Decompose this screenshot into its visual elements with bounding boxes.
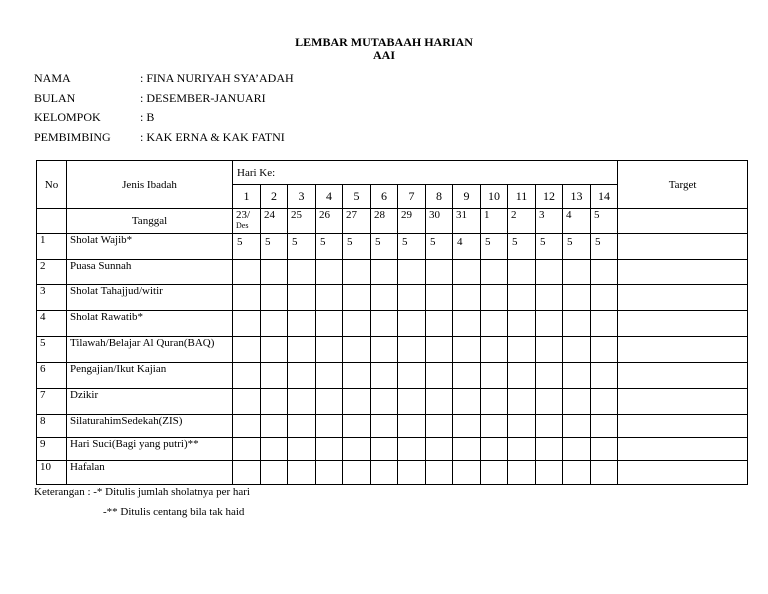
value-cell[interactable] — [343, 415, 371, 438]
date-cell: 5 — [591, 209, 618, 234]
value-cell[interactable] — [261, 337, 288, 363]
value-cell[interactable] — [316, 363, 343, 389]
value-cell[interactable] — [591, 461, 618, 485]
day-number: 10 — [481, 185, 508, 209]
day-number: 5 — [343, 185, 371, 209]
value-cell[interactable] — [453, 311, 481, 337]
value-cell[interactable] — [371, 285, 398, 311]
value-cell[interactable] — [426, 311, 453, 337]
value-cell[interactable] — [563, 337, 591, 363]
value-cell[interactable] — [563, 363, 591, 389]
value-cell[interactable] — [426, 337, 453, 363]
value-cell[interactable] — [536, 461, 563, 485]
value-cell[interactable] — [398, 311, 426, 337]
value-cell[interactable] — [398, 363, 426, 389]
value-cell[interactable] — [233, 337, 261, 363]
document-title: LEMBAR MUTABAAH HARIAN — [295, 35, 473, 49]
value-cell[interactable] — [261, 461, 288, 485]
value-cell[interactable] — [398, 285, 426, 311]
value-cell[interactable] — [508, 461, 536, 485]
value-cell[interactable] — [508, 285, 536, 311]
value-cell[interactable]: 5 — [563, 234, 591, 260]
value-cell[interactable] — [316, 337, 343, 363]
row-number: 5 — [37, 337, 67, 363]
info-label-pembimbing: PEMBIMBING — [34, 130, 111, 144]
row-number: 4 — [37, 311, 67, 337]
value-cell[interactable] — [261, 311, 288, 337]
value-cell[interactable]: 5 — [288, 234, 316, 260]
date-cell: 26 — [316, 209, 343, 234]
activity-name: Sholat Tahajjud/witir — [67, 285, 233, 311]
day-number: 8 — [426, 185, 453, 209]
target-cell[interactable] — [618, 234, 748, 260]
value-cell[interactable] — [398, 389, 426, 415]
value-cell[interactable] — [536, 438, 563, 461]
value-cell[interactable] — [426, 389, 453, 415]
value-cell[interactable] — [591, 363, 618, 389]
value-cell[interactable] — [261, 389, 288, 415]
date-cell: 29 — [398, 209, 426, 234]
value-cell[interactable] — [316, 260, 343, 285]
value-cell[interactable] — [426, 461, 453, 485]
value-cell[interactable] — [343, 337, 371, 363]
row-number: 7 — [37, 389, 67, 415]
date-cell-first — [233, 209, 261, 234]
value-cell[interactable] — [591, 311, 618, 337]
value-cell[interactable] — [261, 285, 288, 311]
value-cell[interactable] — [398, 260, 426, 285]
value-cell[interactable] — [233, 415, 261, 438]
value-cell[interactable]: 5 — [371, 234, 398, 260]
value-cell[interactable] — [453, 461, 481, 485]
row-number: 6 — [37, 363, 67, 389]
value-cell[interactable] — [453, 260, 481, 285]
value-cell[interactable]: 5 — [233, 234, 261, 260]
value-cell[interactable] — [591, 415, 618, 438]
value-cell[interactable] — [481, 415, 508, 438]
target-cell[interactable] — [618, 285, 748, 311]
value-cell[interactable] — [316, 389, 343, 415]
row-number: 10 — [37, 461, 67, 485]
value-cell[interactable] — [508, 415, 536, 438]
value-cell[interactable] — [288, 337, 316, 363]
value-cell[interactable] — [563, 311, 591, 337]
value-cell[interactable] — [371, 461, 398, 485]
day-number: 6 — [371, 185, 398, 209]
header-hari-ke: Hari Ke: — [233, 161, 618, 185]
value-cell[interactable] — [343, 311, 371, 337]
table-row — [37, 234, 748, 260]
info-label-bulan: BULAN — [34, 91, 76, 105]
value-cell[interactable] — [426, 415, 453, 438]
note-line-1: Keterangan : -* Ditulis jumlah sholatnya per hari — [34, 486, 250, 498]
day-number: 2 — [261, 185, 288, 209]
value-cell[interactable] — [371, 260, 398, 285]
date-cell: 24 — [261, 209, 288, 234]
value-cell[interactable] — [536, 337, 563, 363]
row-number: 3 — [37, 285, 67, 311]
table-row — [37, 285, 748, 311]
activity-name: Puasa Sunnah — [67, 260, 233, 285]
value-cell[interactable] — [288, 389, 316, 415]
value-cell[interactable] — [536, 415, 563, 438]
value-cell[interactable] — [508, 337, 536, 363]
table-row — [37, 260, 748, 285]
value-cell[interactable] — [233, 285, 261, 311]
activity-name: Dzikir — [67, 389, 233, 415]
value-cell[interactable] — [508, 363, 536, 389]
value-cell[interactable] — [371, 337, 398, 363]
value-cell[interactable] — [481, 461, 508, 485]
value-cell[interactable] — [536, 311, 563, 337]
value-cell[interactable]: 5 — [481, 234, 508, 260]
value-cell[interactable] — [426, 363, 453, 389]
value-cell[interactable] — [481, 285, 508, 311]
day-number: 7 — [398, 185, 426, 209]
activity-name: Sholat Rawatib* — [67, 311, 233, 337]
value-cell[interactable] — [233, 363, 261, 389]
value-cell[interactable] — [481, 311, 508, 337]
target-cell[interactable] — [618, 389, 748, 415]
value-cell[interactable] — [261, 260, 288, 285]
value-cell[interactable] — [426, 438, 453, 461]
value-cell[interactable] — [536, 260, 563, 285]
value-cell[interactable] — [343, 363, 371, 389]
value-cell[interactable] — [261, 363, 288, 389]
day-number: 4 — [316, 185, 343, 209]
value-cell[interactable] — [398, 438, 426, 461]
value-cell[interactable] — [591, 438, 618, 461]
value-cell[interactable] — [563, 260, 591, 285]
date-cell: 4 — [563, 209, 591, 234]
tanggal-target-cell — [618, 209, 748, 234]
target-cell[interactable] — [618, 337, 748, 363]
value-cell[interactable] — [288, 363, 316, 389]
value-cell[interactable] — [481, 363, 508, 389]
activity-name: Hafalan — [67, 461, 233, 485]
value-cell[interactable] — [288, 260, 316, 285]
value-cell[interactable] — [536, 363, 563, 389]
value-cell[interactable] — [453, 337, 481, 363]
value-cell[interactable] — [563, 438, 591, 461]
date-cell: 1 — [481, 209, 508, 234]
value-cell[interactable] — [288, 415, 316, 438]
day-number: 9 — [453, 185, 481, 209]
info-value-pembimbing: : KAK ERNA & KAK FATNI — [140, 130, 285, 144]
row-number: 8 — [37, 415, 67, 438]
activity-name: Sholat Wajib* — [67, 234, 233, 260]
value-cell[interactable]: 5 — [508, 234, 536, 260]
value-cell[interactable] — [481, 337, 508, 363]
value-cell[interactable]: 5 — [316, 234, 343, 260]
document-subtitle: AAI — [372, 48, 395, 62]
value-cell[interactable] — [563, 389, 591, 415]
date-first-top: 23/ — [236, 209, 251, 221]
activity-name: Hari Suci(Bagi yang putri)** — [67, 438, 233, 461]
value-cell[interactable] — [288, 461, 316, 485]
value-cell[interactable] — [233, 461, 261, 485]
value-cell[interactable]: 5 — [426, 234, 453, 260]
value-cell[interactable]: 5 — [261, 234, 288, 260]
info-label-nama: NAMA — [34, 71, 71, 85]
day-number: 3 — [288, 185, 316, 209]
activity-name: Pengajian/Ikut Kajian — [67, 363, 233, 389]
date-cell: 2 — [508, 209, 536, 234]
value-cell[interactable] — [371, 311, 398, 337]
table-row — [37, 461, 748, 485]
value-cell[interactable] — [316, 311, 343, 337]
value-cell[interactable] — [453, 363, 481, 389]
value-cell[interactable] — [371, 363, 398, 389]
header-no: No — [37, 161, 67, 209]
activity-name: Tilawah/Belajar Al Quran(BAQ) — [67, 337, 233, 363]
value-cell[interactable] — [481, 260, 508, 285]
target-cell[interactable] — [618, 438, 748, 461]
date-cell: 30 — [426, 209, 453, 234]
value-cell[interactable] — [481, 389, 508, 415]
info-value-nama: : FINA NURIYAH SYA’ADAH — [140, 71, 294, 85]
value-cell[interactable] — [453, 285, 481, 311]
value-cell[interactable]: 4 — [453, 234, 481, 260]
value-cell[interactable]: 5 — [343, 234, 371, 260]
row-number: 2 — [37, 260, 67, 285]
value-cell[interactable] — [261, 415, 288, 438]
value-cell[interactable] — [453, 438, 481, 461]
value-cell[interactable] — [371, 415, 398, 438]
value-cell[interactable] — [288, 285, 316, 311]
value-cell[interactable] — [371, 389, 398, 415]
value-cell[interactable] — [316, 461, 343, 485]
value-cell[interactable] — [398, 461, 426, 485]
mutabaah-table — [36, 160, 748, 485]
value-cell[interactable] — [288, 311, 316, 337]
value-cell[interactable] — [398, 337, 426, 363]
value-cell[interactable] — [591, 285, 618, 311]
value-cell[interactable] — [536, 389, 563, 415]
value-cell[interactable] — [536, 285, 563, 311]
day-number: 12 — [536, 185, 563, 209]
day-number: 14 — [591, 185, 618, 209]
value-cell[interactable] — [563, 415, 591, 438]
header-target: Target — [618, 161, 748, 209]
value-cell[interactable] — [591, 389, 618, 415]
target-cell[interactable] — [618, 260, 748, 285]
value-cell[interactable] — [508, 311, 536, 337]
value-cell[interactable] — [316, 438, 343, 461]
value-cell[interactable] — [398, 415, 426, 438]
value-cell[interactable] — [591, 337, 618, 363]
date-cell: 31 — [453, 209, 481, 234]
value-cell[interactable] — [343, 438, 371, 461]
date-cell: 3 — [536, 209, 563, 234]
target-cell[interactable] — [618, 415, 748, 438]
value-cell[interactable] — [508, 438, 536, 461]
activity-name: SilaturahimSedekah(ZIS) — [67, 415, 233, 438]
table-row — [37, 337, 748, 363]
day-number: 1 — [233, 185, 261, 209]
table-row — [37, 311, 748, 337]
value-cell[interactable] — [343, 389, 371, 415]
value-cell[interactable] — [508, 389, 536, 415]
value-cell[interactable] — [371, 438, 398, 461]
info-value-bulan: : DESEMBER-JANUARI — [140, 91, 266, 105]
value-cell[interactable]: 5 — [536, 234, 563, 260]
value-cell[interactable] — [233, 311, 261, 337]
value-cell[interactable] — [426, 260, 453, 285]
value-cell[interactable] — [591, 260, 618, 285]
target-cell[interactable] — [618, 363, 748, 389]
value-cell[interactable] — [563, 285, 591, 311]
value-cell[interactable] — [453, 389, 481, 415]
value-cell[interactable] — [343, 461, 371, 485]
table-row — [37, 415, 748, 438]
day-number: 13 — [563, 185, 591, 209]
value-cell[interactable] — [233, 389, 261, 415]
date-cell: 25 — [288, 209, 316, 234]
value-cell[interactable] — [343, 260, 371, 285]
note-line-2: -** Ditulis centang bila tak haid — [103, 506, 245, 518]
value-cell[interactable]: 5 — [398, 234, 426, 260]
row-number: 1 — [37, 234, 67, 260]
value-cell[interactable] — [261, 438, 288, 461]
value-cell[interactable] — [481, 438, 508, 461]
date-cell: 27 — [343, 209, 371, 234]
value-cell[interactable] — [233, 260, 261, 285]
tanggal-no-cell — [37, 209, 67, 234]
tanggal-label: Tanggal — [67, 209, 233, 234]
value-cell[interactable]: 5 — [591, 234, 618, 260]
day-number: 11 — [508, 185, 536, 209]
value-cell[interactable] — [563, 461, 591, 485]
row-number: 9 — [37, 438, 67, 461]
value-cell[interactable] — [426, 285, 453, 311]
value-cell[interactable] — [316, 415, 343, 438]
value-cell[interactable] — [453, 415, 481, 438]
value-cell[interactable] — [508, 260, 536, 285]
target-cell[interactable] — [618, 311, 748, 337]
table-row — [37, 363, 748, 389]
info-label-kelompok: KELOMPOK — [34, 110, 101, 124]
value-cell[interactable] — [343, 285, 371, 311]
table-row — [37, 438, 748, 461]
table-row — [37, 389, 748, 415]
value-cell[interactable] — [233, 438, 261, 461]
value-cell[interactable] — [316, 285, 343, 311]
date-cell: 28 — [371, 209, 398, 234]
header-jenis-ibadah: Jenis Ibadah — [67, 161, 233, 209]
info-value-kelompok: : B — [140, 110, 155, 124]
target-cell[interactable] — [618, 461, 748, 485]
date-first-bottom: Des — [236, 221, 249, 230]
value-cell[interactable] — [288, 438, 316, 461]
